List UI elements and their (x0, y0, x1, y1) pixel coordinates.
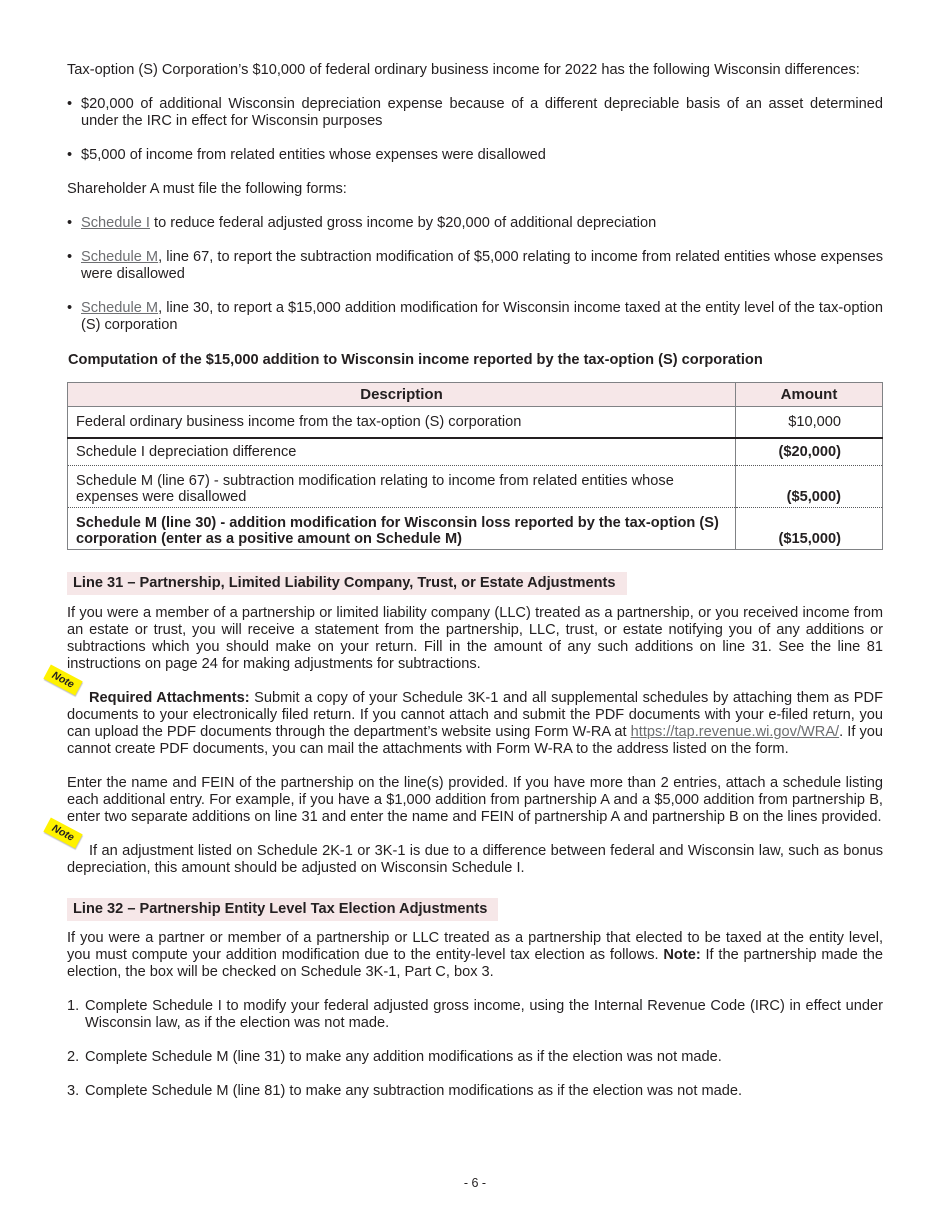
table-row (68, 438, 883, 466)
page-content (49, 62, 884, 1117)
note-sticker-icon: Note (43, 817, 82, 848)
computation-title: Computation of the $15,000 addition to Wisconsin income reported by the tax-option (S) corporation (68, 352, 763, 368)
schedule-m-link[interactable]: Schedule M (81, 300, 159, 316)
line32-heading: Line 32 – Partnership Entity Level Tax Election Adjustments (67, 898, 498, 921)
list-item: 3. Complete Schedule M (line 81) to make any subtraction modifications as if the election was not made. (67, 1083, 743, 1099)
list-item: • Schedule I to reduce federal adjusted gross income by $20,000 of additional depreciation (67, 215, 883, 232)
depreciation-paragraph: If an adjustment listed on Schedule 2K-1 or 3K-1 is due to a difference between federal and Wisconsin law, such as bonus depreciation, this amount should be adjusted on Wisconsin Schedule I. (67, 843, 883, 876)
list-item: 1. Complete Schedule I to modify your federal adjusted gross income, using the Internal Revenue Code (IRC) in effect under Wisconsin law, as if the election was not made. (67, 998, 883, 1031)
fein-paragraph: Enter the name and FEIN of the partnership on the line(s) provided. If you have more than 2 entries, attach a schedule listing each additional entry. For example, if you have a $1,000 addition from partnership A and a $5,000 addition from partnership B, enter two separate additions on line 31 and enter the name and FEIN of partnership A and partnership B on the lines provided. (67, 775, 883, 825)
row-amount: ($20,000) (736, 438, 883, 466)
column-header-description: Description (68, 383, 736, 407)
row-description: Schedule I depreciation difference (68, 438, 736, 466)
list-item: • $20,000 of additional Wisconsin depreciation expense because of a different depreciable basis of an asset determined under the IRC in effect for Wisconsin purposes (67, 96, 883, 130)
row-amount: ($15,000) (736, 508, 883, 550)
line32-section (67, 898, 883, 1100)
steps-list (67, 998, 883, 1100)
line31-section (49, 572, 883, 877)
intro-text: Tax-option (S) Corporation’s $10,000 of federal ordinary business income for 2022 has the following Wisconsin differences: (67, 62, 860, 78)
list-item: • Schedule M, line 67, to report the subtraction modification of $5,000 relating to income from related entities whose expenses were disallowed (67, 249, 883, 283)
table-row (68, 508, 883, 550)
line31-heading: Line 31 – Partnership, Limited Liability Company, Trust, or Estate Adjustments (67, 572, 627, 595)
list-item: • Schedule M, line 30, to report a $15,000 addition modification for Wisconsin income taxed at the entity level of the tax-option (S) corporation (67, 300, 883, 334)
attachments-paragraph: Required Attachments: Submit a copy of your Schedule 3K-1 and all supplemental schedules by attaching them as PDF documents to your electronically filed return. If you cannot attach and submit the PDF documents with your e-filed return, you can upload the PDF documents through the department’s website using Form W-RA at https://tap.revenue.wi.gov/WRA/. If you cannot create PDF documents, you can mail the attachments with Form W-RA to the address listed on the form. (67, 690, 883, 757)
differences-list (67, 96, 883, 164)
table-row (68, 407, 883, 439)
depreciation-note (49, 822, 883, 877)
row-amount: $10,000 (736, 407, 883, 439)
column-header-amount: Amount (736, 383, 883, 407)
line31-paragraph: If you were a member of a partnership or limited liability company (LLC) treated as a partnership, or you received income from an estate or trust, you will receive a statement from the partnership, LLC, trust, or estate notifying you of any additions or subtractions which you should make on your return. Fill in the amount of any such additions on line 31. See the line 81 instructions on page 24 for making adjustments for subtractions. (67, 605, 883, 672)
shareholder-intro: Shareholder A must file the following forms: (67, 181, 347, 197)
note-sticker-icon: Note (43, 664, 82, 695)
row-description: Federal ordinary business income from the tax-option (S) corporation (68, 407, 736, 439)
attachments-note (49, 669, 883, 758)
line32-paragraph: If you were a partner or member of a partnership or LLC treated as a partnership that elected to be taxed at the entity level, you must compute your addition modification due to the entity-level tax election as follows. Note: If the partnership made the election, the box will be checked on Schedule 3K-1, Part C, box 3. (67, 930, 883, 980)
row-description: Schedule M (line 30) - addition modification for Wisconsin loss reported by the tax-option (S) corporation (enter as a positive amount on Schedule M) (68, 508, 736, 550)
row-description: Schedule M (line 67) - subtraction modification relating to income from related entities whose expenses were disallowed (68, 466, 736, 508)
table-row (68, 466, 883, 508)
list-item: 2. Complete Schedule M (line 31) to make any addition modifications as if the election was not made. (67, 1049, 722, 1065)
computation-table (67, 382, 883, 550)
forms-list (67, 215, 883, 334)
schedule-m-link[interactable]: Schedule M (81, 249, 159, 265)
schedule-i-link[interactable]: Schedule I (81, 215, 150, 231)
list-item: • $5,000 of income from related entities whose expenses were disallowed (67, 147, 883, 164)
row-amount: ($5,000) (736, 466, 883, 508)
wra-link[interactable]: https://tap.revenue.wi.gov/WRA/ (630, 724, 840, 740)
page-number: - 6 - (463, 1176, 487, 1190)
